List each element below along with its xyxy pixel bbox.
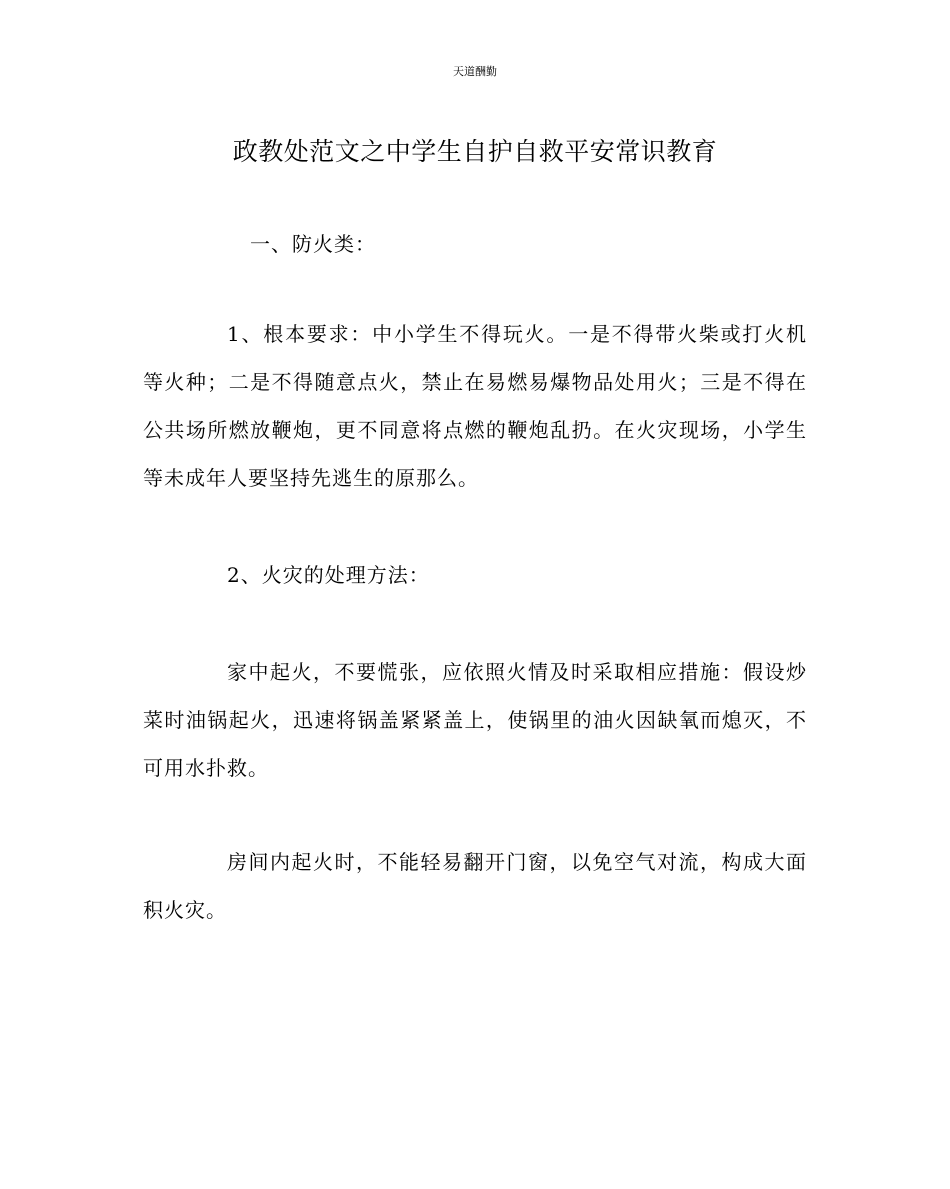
- paragraph-text: 房间内起火时，不能轻易翻开门窗，以免空气对流，构成大面积火灾。: [143, 850, 807, 922]
- page-header: 天道酬勤: [453, 65, 497, 78]
- paragraph-basic-requirements: [143, 310, 807, 502]
- paragraph-room-fire: [143, 838, 807, 934]
- document-title: 政教处范文之中学生自护自救平安常识教育: [232, 137, 718, 166]
- section-heading: [250, 220, 650, 268]
- paragraph-text: 家中起火，不要慌张，应依照火情及时采取相应措施：假设炒菜时油锅起火，迅速将锅盖紧紧盖上，使锅里的油火因缺氧而熄灭，不可用水扑救。: [143, 660, 807, 780]
- paragraph-text: 1、根本要求：中小学生不得玩火。一是不得带火柴或打火机等火种；二是不得随意点火，禁止在易燃易爆物品处用火；三是不得在公共场所燃放鞭炮，更不同意将点燃的鞭炮乱扔。在火灾现场，小学生等未成年人要坚持先逃生的原那么。: [143, 322, 807, 490]
- paragraph-home-fire: [143, 648, 807, 792]
- section-heading-text: 一、防火类：: [250, 232, 376, 256]
- paragraph-fire-handling-heading: [143, 551, 807, 599]
- paragraph-text: 2、火灾的处理方法：: [227, 563, 430, 587]
